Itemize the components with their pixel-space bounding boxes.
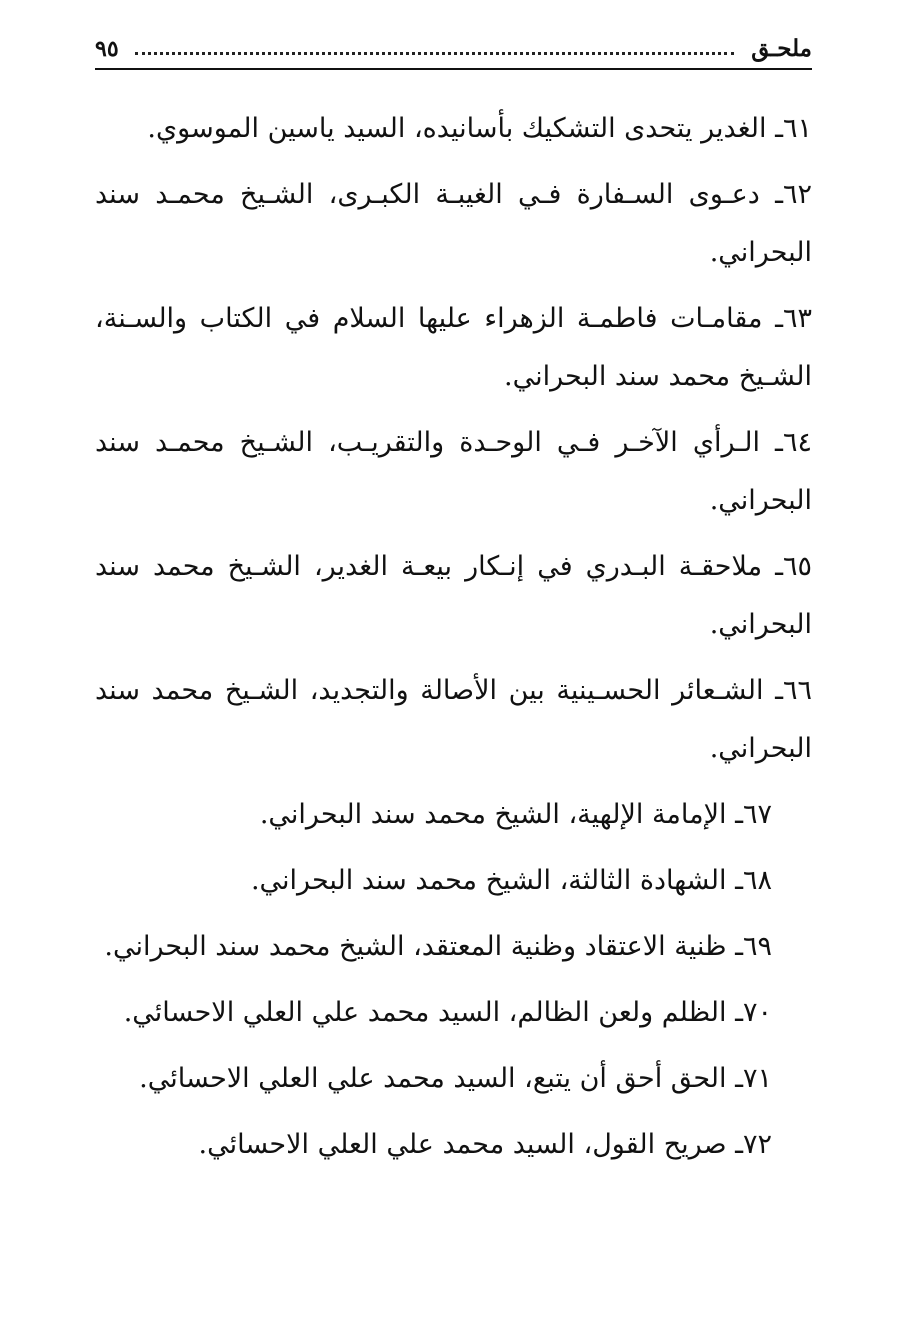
list-item-66 xyxy=(95,662,812,778)
list-item-62 xyxy=(95,166,812,282)
publication-list xyxy=(95,100,812,1182)
item-text: ـ الغدير يتحدى التشكيك بأسانيده، السيد ياسين الموسوي. xyxy=(147,113,783,144)
item-number: ٧٠ xyxy=(742,997,772,1028)
header-title: ملحـق xyxy=(751,35,812,62)
running-header xyxy=(95,34,812,70)
item-number: ٧٢ xyxy=(742,1129,772,1160)
list-item-64 xyxy=(95,414,812,530)
list-item-63 xyxy=(95,290,812,406)
item-number: ٦١ xyxy=(782,113,812,144)
item-text: ـ الإمامة الإلهية، الشيخ محمد سند البحراني. xyxy=(259,799,743,830)
item-text: ـ صريح القول، السيد محمد علي العلي الاحسائي. xyxy=(198,1129,743,1160)
list-item-71 xyxy=(95,1050,812,1108)
list-item-72 xyxy=(95,1116,812,1174)
list-item-69 xyxy=(95,918,812,976)
item-number: ٦٩ xyxy=(742,931,772,962)
item-text: ـ الشـعائر الحسـينية بين الأصالة والتجديد، الشـيخ محمد سند البحراني. xyxy=(95,675,812,764)
item-number: ٧١ xyxy=(742,1063,772,1094)
item-text: ـ دعـوى السـفارة فـي الغيبـة الكبـرى، الشـيخ محمـد سند البحراني. xyxy=(95,179,812,268)
item-number: ٦٧ xyxy=(742,799,772,830)
item-number: ٦٣ xyxy=(782,303,812,334)
header-dotted-leader xyxy=(135,52,734,55)
list-item-65 xyxy=(95,538,812,654)
item-text: ـ ملاحقـة البـدري في إنـكار بيعـة الغدير، الشـيخ محمد سند البحراني. xyxy=(95,551,812,640)
item-text: ـ الحق أحق أن يتبع، السيد محمد علي العلي الاحسائي. xyxy=(139,1063,743,1094)
item-number: ٦٨ xyxy=(742,865,772,896)
list-item-67 xyxy=(95,786,812,844)
item-text: ـ الظلم ولعن الظالم، السيد محمد علي العلي الاحسائي. xyxy=(123,997,743,1028)
item-text: ـ الـرأي الآخـر فـي الوحـدة والتقريـب، الشـيخ محمـد سند البحراني. xyxy=(95,427,812,516)
list-item-70 xyxy=(95,984,812,1042)
list-item-68 xyxy=(95,852,812,910)
item-number: ٦٤ xyxy=(782,427,812,458)
item-text: ـ الشهادة الثالثة، الشيخ محمد سند البحراني. xyxy=(250,865,743,896)
page-number: ٩٥ xyxy=(95,36,119,62)
item-text: ـ ظنية الاعتقاد وظنية المعتقد، الشيخ محمد سند البحراني. xyxy=(104,931,743,962)
list-item-61 xyxy=(95,100,812,158)
item-number: ٦٦ xyxy=(782,675,812,706)
item-number: ٦٥ xyxy=(782,551,812,582)
item-number: ٦٢ xyxy=(782,179,812,210)
item-text: ـ مقامـات فاطمـة الزهراء عليها السلام في الكتاب والسـنة، الشـيخ محمد سند البحراني. xyxy=(95,303,812,392)
